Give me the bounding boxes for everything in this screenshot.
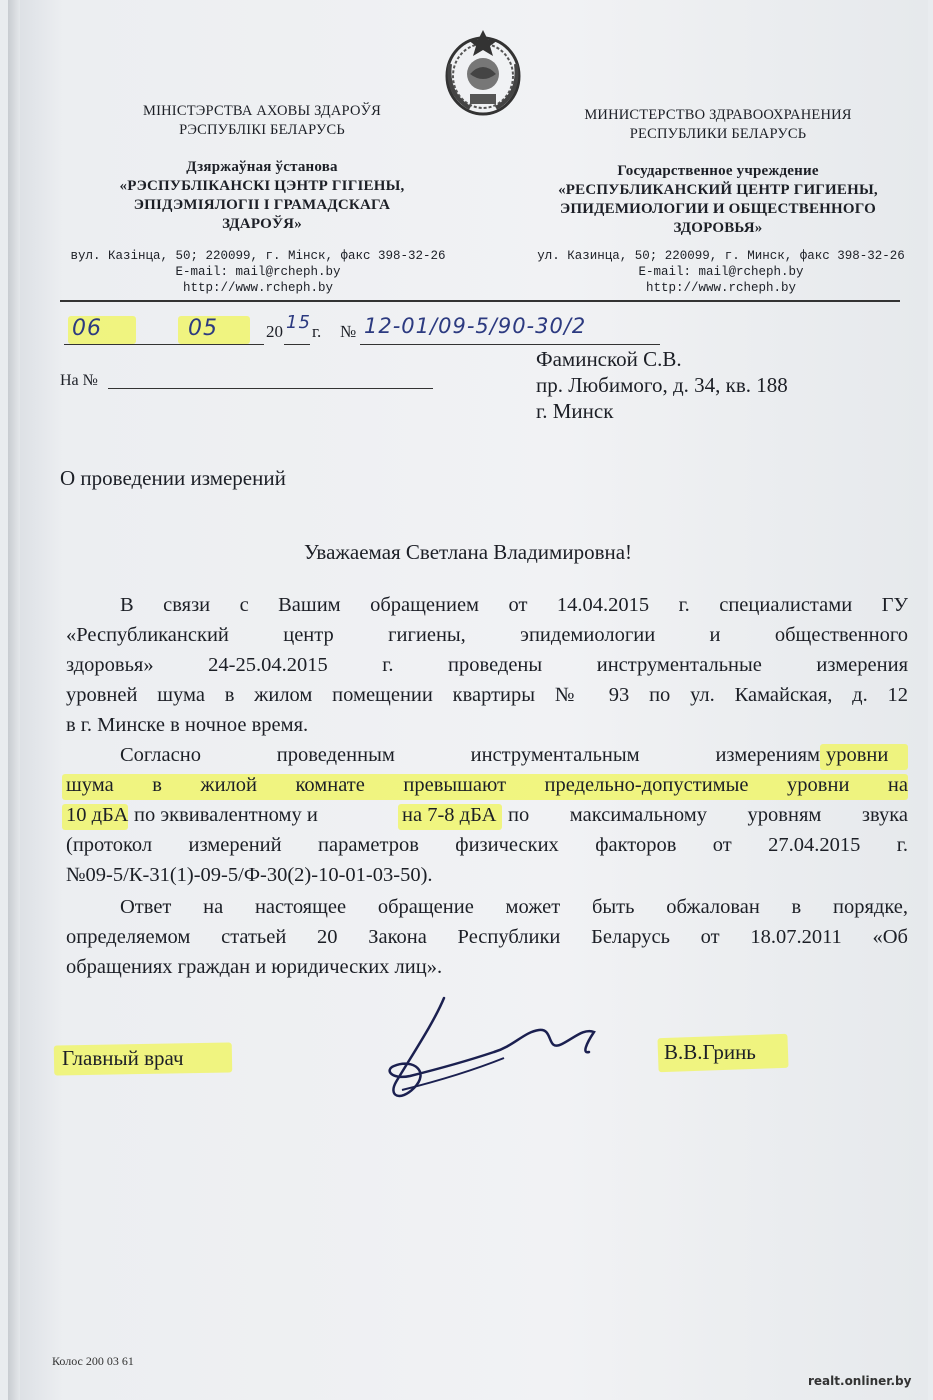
contacts-right-url: http://www.rcheph.by <box>645 281 797 295</box>
body-line-7: шума в жилой комнате превышают предельно-допустимые уровни на <box>66 774 908 796</box>
institution-right-line3: ЭПИДЕМИОЛОГИИ И ОБЩЕСТВЕННОГО <box>559 201 877 217</box>
print-mark: Колос 200 03 61 <box>52 1354 134 1368</box>
date-day: 06 <box>72 316 102 341</box>
header-left <box>92 102 432 234</box>
number-underline <box>360 344 660 345</box>
contacts-left-address: вул. Казінца, 50; 220099, г. Мінск, факс 398-32-26 <box>70 249 446 263</box>
body-line-3: здоровья» 24-25.04.2015 г. проведены инструментальные измерения <box>66 654 908 676</box>
ministry-left-line1: МІНІСТЭРСТВА АХОВЫ ЗДАРОЎЯ <box>143 103 381 119</box>
institution-left-line2: «РЭСПУБЛІКАНСКІ ЦЭНТР ГІГІЕНЫ, <box>119 178 405 194</box>
header-right <box>538 106 898 238</box>
paper-shadow-edge <box>8 0 20 1400</box>
body-line-10: №09-5/К-31(1)-09-5/Ф-30(2)-10-01-03-50). <box>66 864 433 886</box>
contacts-left-email: E-mail: mail@rcheph.by <box>175 265 341 279</box>
number-sign: № <box>340 322 357 341</box>
body-line-12: определяемом статьей 20 Закона Республики Беларусь от 18.07.2011 «Об <box>66 926 908 948</box>
body-line-1: В связи с Вашим обращением от 14.04.2015 г. специалистами ГУ <box>120 594 908 616</box>
institution-right-line4: ЗДОРОВЬЯ» <box>673 220 763 236</box>
ministry-right-line1: МИНИСТЕРСТВО ЗДРАВООХРАНЕНИЯ <box>584 107 852 123</box>
institution-left-line3: ЭПІДЭМІЯЛОГІІ І ГРАМАДСКАГА <box>133 197 391 213</box>
institution-right-line2: «РЕСПУБЛИКАНСКИЙ ЦЕНТР ГИГИЕНЫ, <box>558 182 878 198</box>
body-line-8d: по максимальному уровням звука <box>508 804 908 826</box>
salutation: Уважаемая Светлана Владимировна! <box>303 540 633 564</box>
body-line-2: «Республиканский центр гигиены, эпидемиологии и общественного <box>66 624 908 646</box>
ministry-left-line2: РЭСПУБЛІКІ БЕЛАРУСЬ <box>179 122 345 138</box>
signer-name: В.В.Гринь <box>664 1040 756 1064</box>
handwritten-signature <box>374 992 614 1112</box>
addressee-city: г. Минск <box>536 399 614 423</box>
reply-label: На № <box>60 372 98 389</box>
watermark: realt.onliner.by <box>808 1374 912 1388</box>
subject: О проведении измерений <box>60 466 286 490</box>
year-suffix: г. <box>312 322 322 341</box>
body-line-6-end: уровни <box>826 744 889 766</box>
signer-position: Главный врач <box>62 1046 184 1070</box>
contacts-left-url: http://www.rcheph.by <box>182 281 334 295</box>
contacts-right-email: E-mail: mail@rcheph.by <box>638 265 804 279</box>
addressee-name: Фаминской С.В. <box>536 347 682 371</box>
body-line-6: Согласно проведенным инструментальным измерениям <box>120 744 820 766</box>
ministry-right-line2: РЕСПУБЛИКИ БЕЛАРУСЬ <box>629 126 807 142</box>
year-prefix: 20 <box>266 322 283 341</box>
year-underline <box>284 344 310 345</box>
institution-left-line4: ЗДАРОЎЯ» <box>222 216 302 232</box>
body-line-8c: на 7-8 дБА <box>402 804 497 826</box>
addressee-street: пр. Любимого, д. 34, кв. 188 <box>536 373 788 397</box>
contacts-right-address: ул. Казинца, 50; 220099, г. Минск, факс 398-32-26 <box>537 249 905 263</box>
header-divider <box>60 300 900 302</box>
institution-left-line1: Дзяржаўная ўстанова <box>186 159 338 175</box>
coat-of-arms-emblem <box>440 24 526 120</box>
addressee-block <box>536 346 788 424</box>
body-line-8a: 10 дБА <box>66 804 129 826</box>
outgoing-number: 12-01/09-5/90-30/2 <box>364 314 587 338</box>
body-line-9: (протокол измерений параметров физических факторов от 27.04.2015 г. <box>66 834 908 856</box>
body-line-13: обращениях граждан и юридических лиц». <box>66 956 443 978</box>
year-hand: 15 <box>286 312 311 333</box>
date-underline <box>64 344 264 345</box>
contacts-right <box>526 248 916 296</box>
registration-line <box>60 312 900 348</box>
date-month: 05 <box>188 316 218 341</box>
body-line-5: в г. Минске в ночное время. <box>66 714 309 736</box>
institution-right-line1: Государственное учреждение <box>617 163 819 179</box>
body-line-8b: по эквивалентному и <box>134 804 318 826</box>
body-line-4: уровней шума в жилом помещении квартиры № 93 по ул. Камайская, д. 12 <box>66 684 908 706</box>
reply-underline <box>108 388 433 389</box>
letter-sheet <box>8 0 928 1400</box>
body-line-11: Ответ на настоящее обращение может быть обжалован в порядке, <box>120 896 908 918</box>
contacts-left <box>68 248 448 296</box>
